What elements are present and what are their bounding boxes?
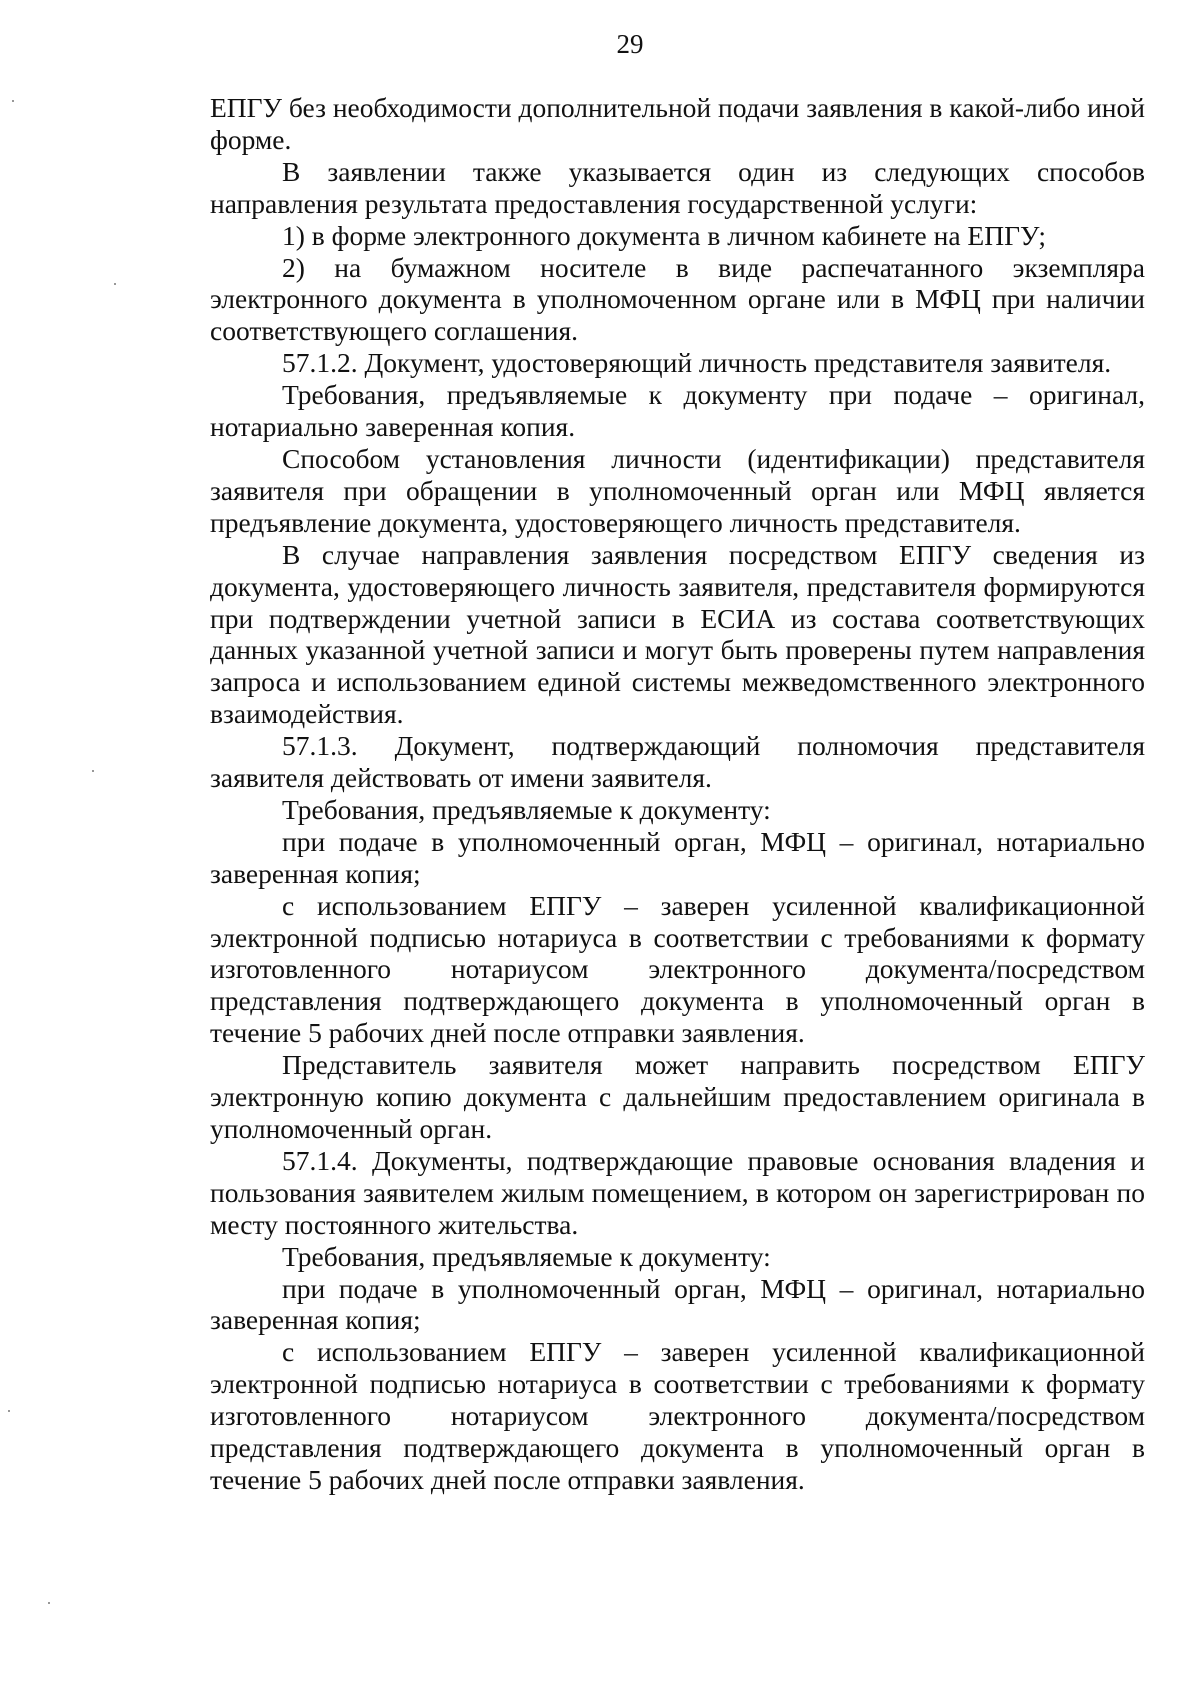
scan-speck <box>12 100 14 102</box>
document-body <box>210 92 1145 1496</box>
paragraph: с использованием ЕПГУ – заверен усиленной квалификационной электронной подписью нотариуса в соответствии с требованиями к формату изготовленного нотариусом электронного документа/посредством представления подтверждающего документа в уполномоченный орган в течение 5 рабочих дней после отправки заявления. <box>210 889 1145 1049</box>
paragraph: Требования, предъявляемые к документу: <box>282 793 771 825</box>
paragraph: при подаче в уполномоченный орган, МФЦ – оригинал, нотариально заверенная копия; <box>210 1272 1145 1336</box>
paragraph: при подаче в уполномоченный орган, МФЦ – оригинал, нотариально заверенная копия; <box>210 825 1145 889</box>
section-heading: 57.1.4. Документы, подтверждающие правовые основания владения и пользования заявителем жилым помещением, в котором он зарегистрирован по месту постоянного жительства. <box>210 1144 1145 1240</box>
paragraph: ЕПГУ без необходимости дополнительной подачи заявления в какой-либо иной форме. <box>210 92 1145 155</box>
paragraph: Требования, предъявляемые к документу при подаче – оригинал, нотариально заверенная копия. <box>210 379 1145 443</box>
list-item: 1) в форме электронного документа в личном кабинете на ЕПГУ; <box>282 219 1047 251</box>
scan-speck <box>92 770 94 772</box>
paragraph: Представитель заявителя может направить посредством ЕПГУ электронную копию документа с дальнейшим предоставлением оригинала в уполномоченный орган. <box>210 1049 1145 1144</box>
scan-speck <box>114 283 116 285</box>
paragraph: Способом установления личности (идентификации) представителя заявителя при обращении в уполномоченный орган или МФЦ является предъявление документа, удостоверяющего личность представителя. <box>210 442 1145 538</box>
paragraph: В заявлении также указывается один из следующих способов направления результата предоставления государственной услуги: <box>210 155 1145 219</box>
page-number: 29 <box>616 29 644 59</box>
section-heading: 57.1.3. Документ, подтверждающий полномочия представителя заявителя действовать от имени заявителя. <box>210 730 1145 794</box>
scan-speck <box>8 1410 10 1412</box>
paragraph: В случае направления заявления посредством ЕПГУ сведения из документа, удостоверяющего личность заявителя, представителя формируются при подтверждении учетной записи в ЕСИА из состава соответствующих данных указанной учетной записи и могут быть проверены путем направления запроса и использованием единой системы межведомственного электронного взаимодействия. <box>210 538 1145 730</box>
paragraph: с использованием ЕПГУ – заверен усиленной квалификационной электронной подписью нотариуса в соответствии с требованиями к формату изготовленного нотариусом электронного документа/посредством представления подтверждающего документа в уполномоченный орган в течение 5 рабочих дней после отправки заявления. <box>210 1336 1145 1495</box>
section-heading: 57.1.2. Документ, удостоверяющий личность представителя заявителя. <box>282 347 1112 379</box>
scan-speck <box>48 1602 50 1604</box>
paragraph: Требования, предъявляемые к документу: <box>282 1240 771 1272</box>
list-item: 2) на бумажном носителе в виде распечатанного экземпляра электронного документа в уполномоченном органе или в МФЦ при наличии соответствующего соглашения. <box>210 251 1145 347</box>
